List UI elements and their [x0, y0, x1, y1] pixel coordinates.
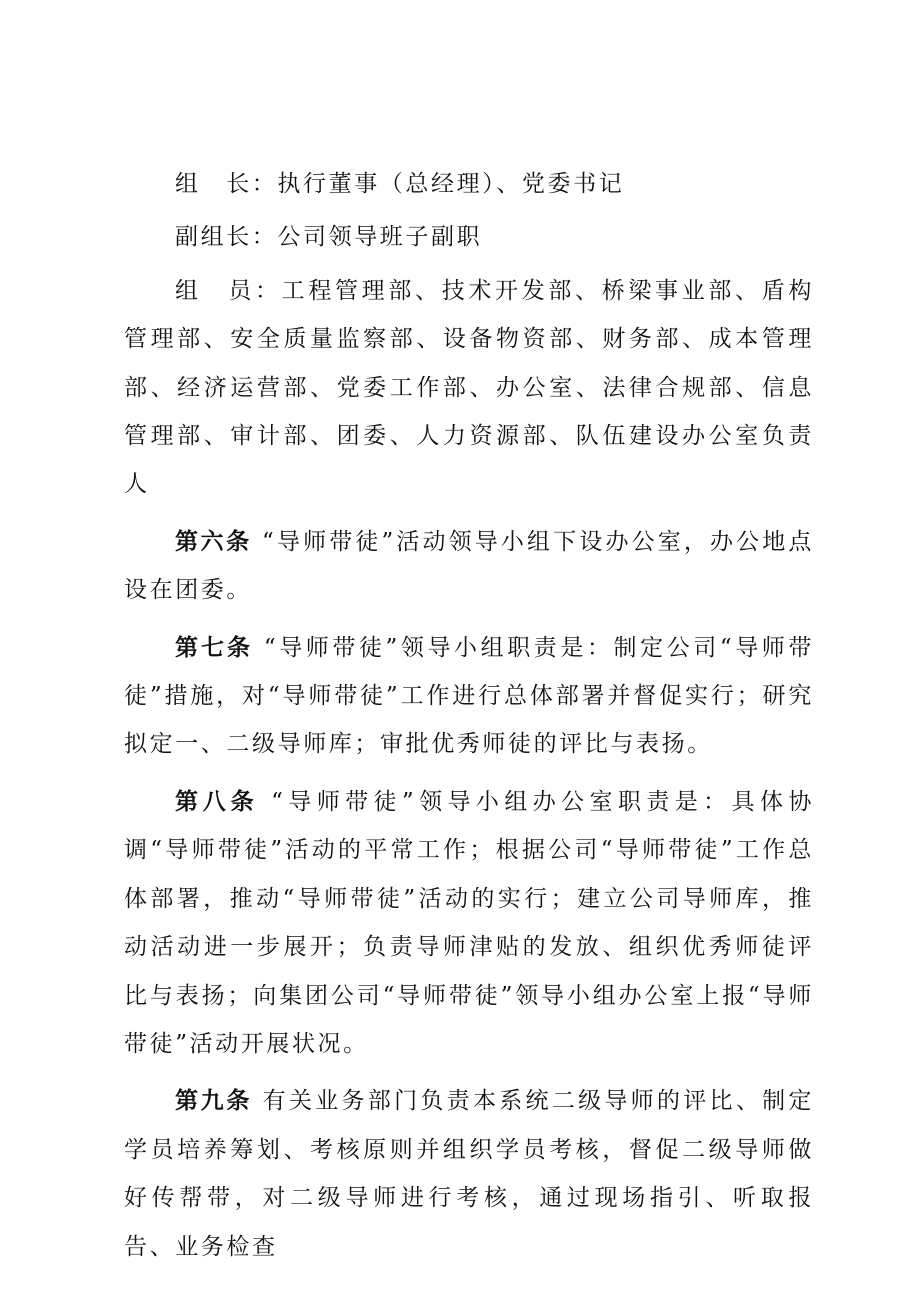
article-7-label: 第七条	[175, 634, 253, 661]
document-body	[124, 160, 814, 1271]
leader-line: 组 长：执行董事（总经理）、党委书记	[175, 171, 625, 197]
article-6	[124, 518, 814, 615]
article-8-label: 第八条	[175, 788, 259, 815]
members-paragraph: 组 员：工程管理部、技术开发部、桥梁事业部、盾构管理部、安全质量监察部、设备物资部、财务部、成本管理部、经济运营部、党委工作部、办公室、法律合规部、信息管理部、审计部、团委、人力资源部、队伍建设办公室负责人	[124, 277, 814, 498]
article-6-label: 第六条	[175, 528, 252, 555]
article-8-text: “导师带徒”领导小组办公室职责是：具体协调“导师带徒”活动的平常工作；根据公司“导师带徒”工作总体部署，推动“导师带徒”活动的实行；建立公司导师库，推动活动进一步展开；负责导师津贴的发放、组织优秀师徒评比与表扬；向集团公司“导师带徒”领导小组办公室上报“导师带徒”活动开展状况。	[124, 788, 814, 1057]
article-7	[124, 624, 814, 769]
article-9	[124, 1077, 814, 1271]
article-9-text: 有关业务部门负责本系统二级导师的评比、制定学员培养筹划、考核原则并组织学员考核，督促二级导师做好传帮带，对二级导师进行考核，通过现场指引、听取报告、业务检查	[124, 1088, 814, 1260]
article-9-label: 第九条	[175, 1088, 253, 1115]
deputy-leader-line: 副组长：公司领导班子副职	[175, 224, 483, 251]
article-8	[124, 778, 814, 1068]
article-7-text: “导师带徒”领导小组职责是：制定公司“导师带徒”措施，对“导师带徒”工作进行总体部署并督促实行；研究拟定一、二级导师库；审批优秀师徒的评比与表扬。	[124, 634, 814, 758]
article-6-text: “导师带徒”活动领导小组下设办公室，办公地点设在团委。	[124, 528, 814, 604]
